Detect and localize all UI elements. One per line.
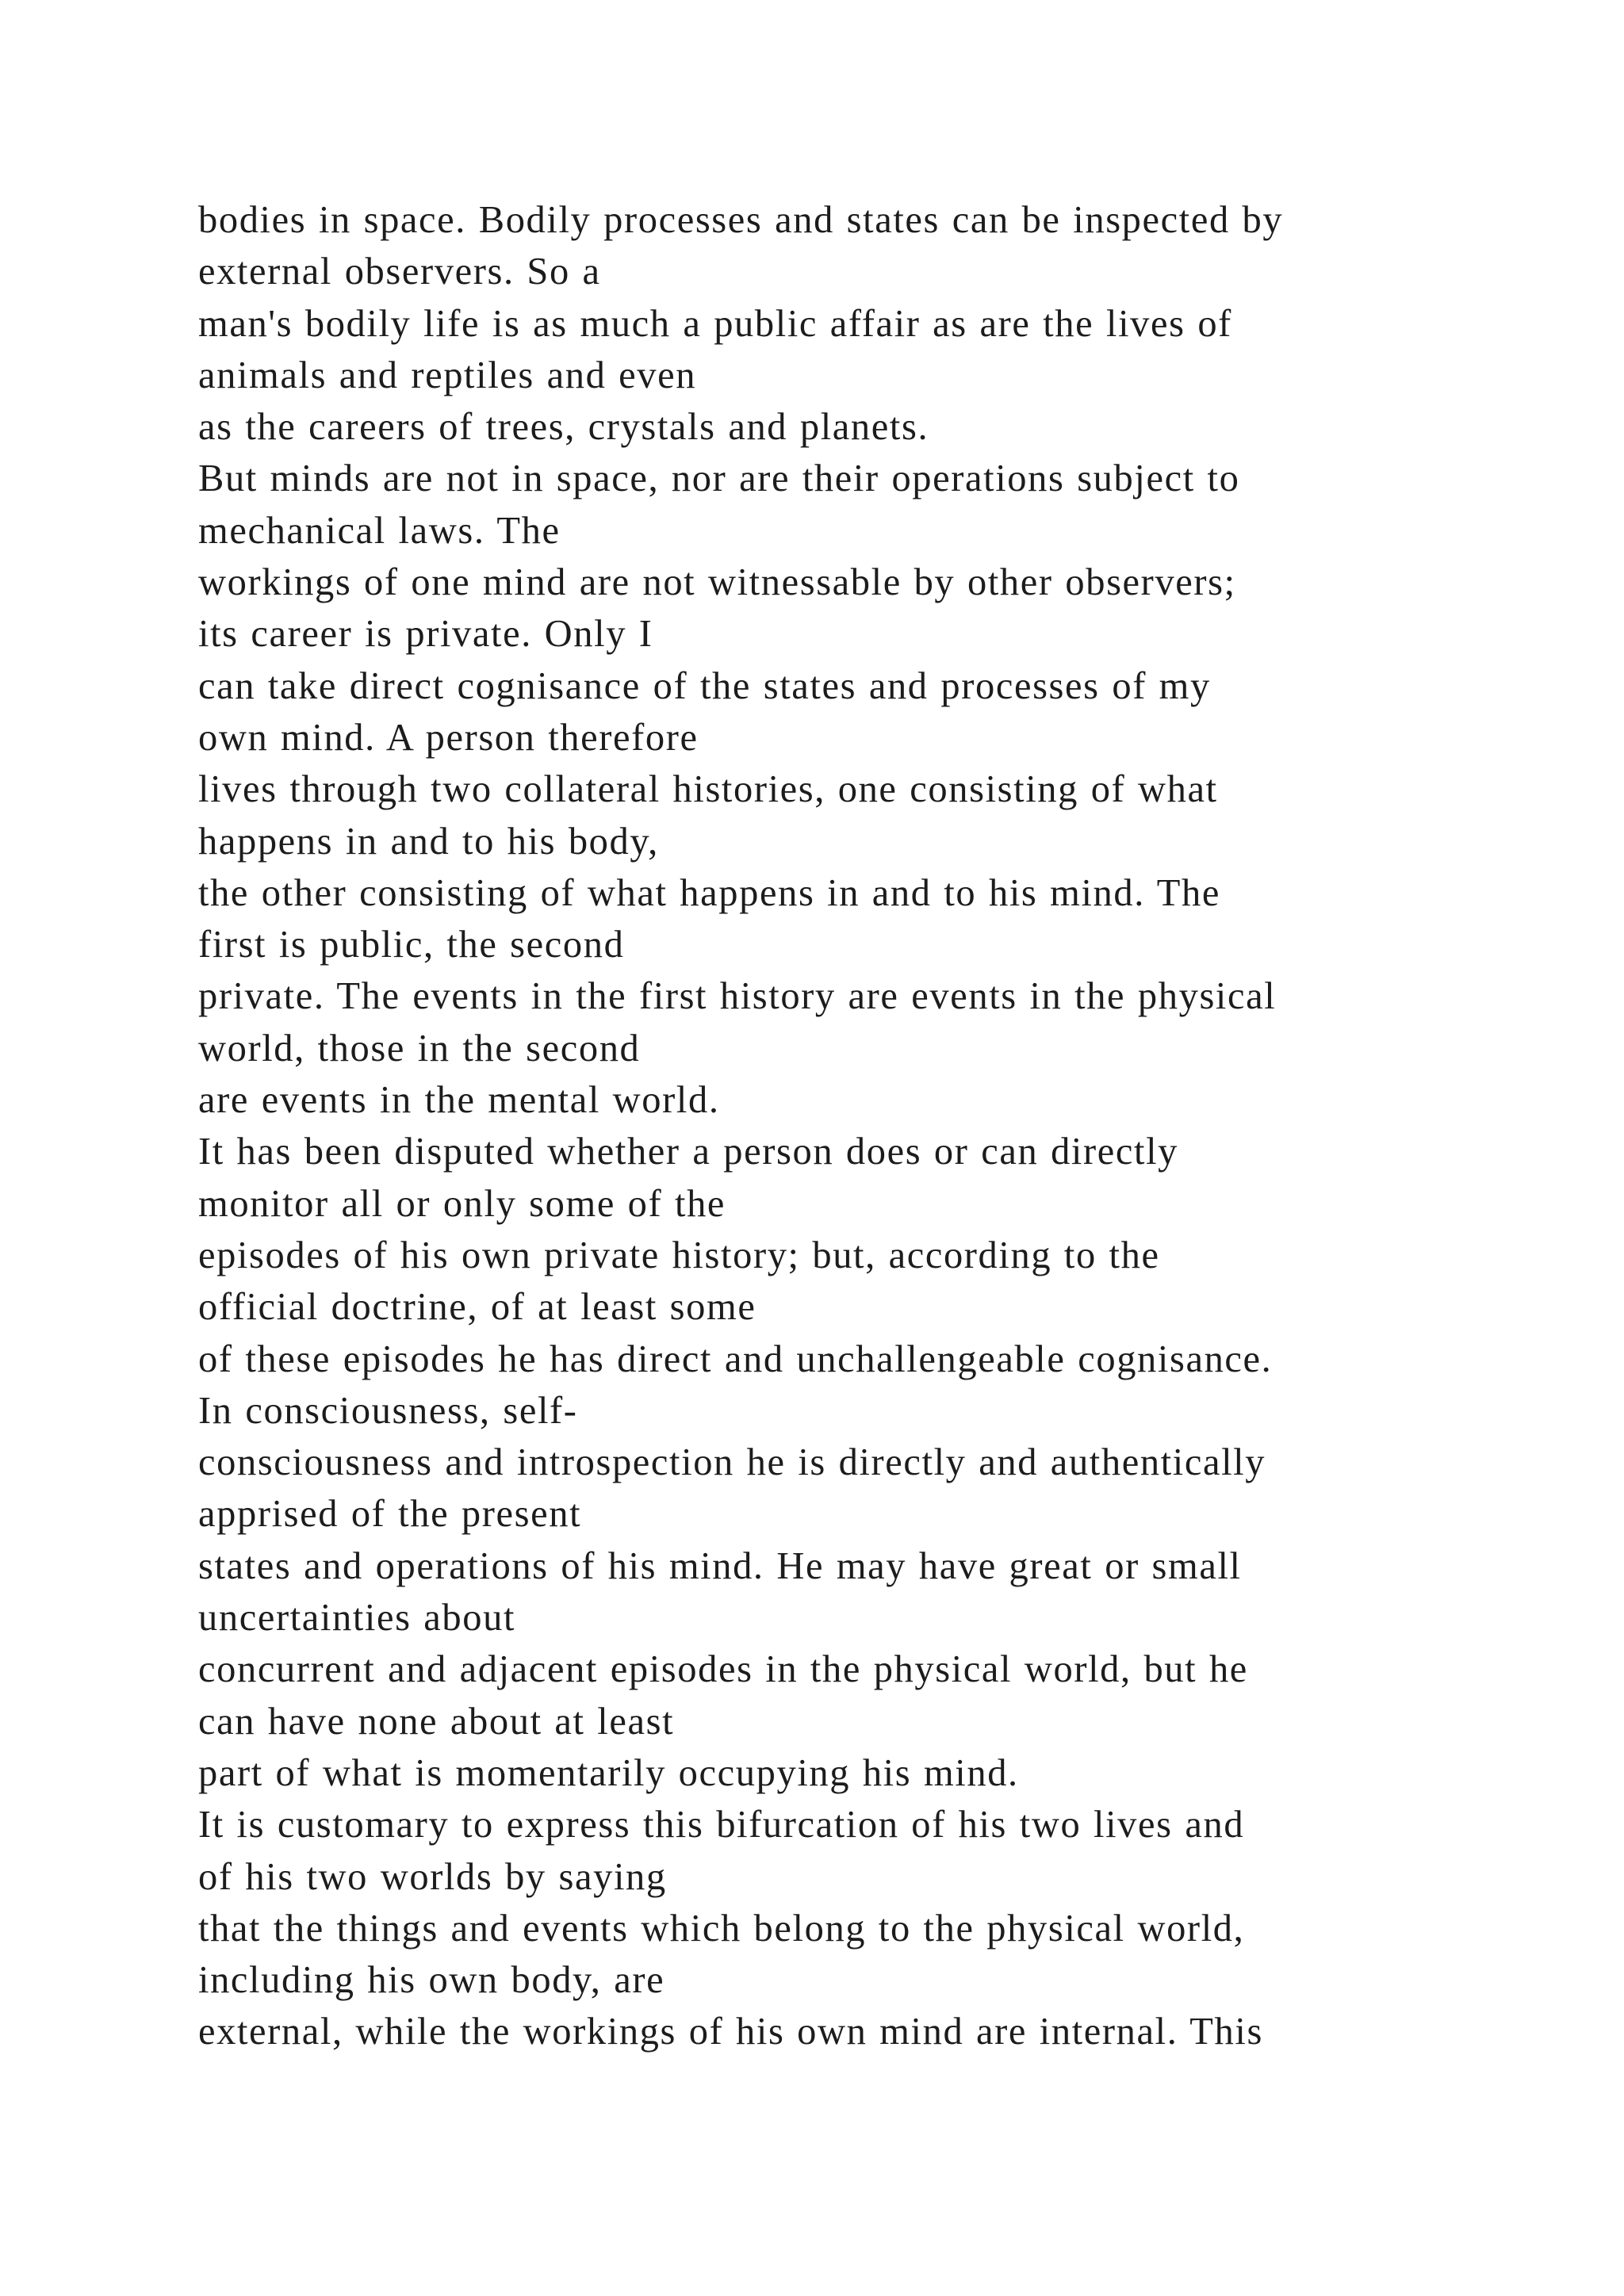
text-line: It is customary to express this bifurcation of his two lives and	[198, 1804, 1245, 1846]
text-line: are events in the mental world.	[198, 1079, 720, 1122]
text-line: can take direct cognisance of the states and processes of my	[198, 664, 1211, 707]
body-text	[198, 194, 1610, 2058]
text-line: part of what is momentarily occupying his mind.	[198, 1751, 1019, 1794]
text-line: as the careers of trees, crystals and planets.	[198, 406, 929, 449]
text-line: external observers. So a	[198, 251, 601, 293]
text-line: animals and reptiles and even	[198, 354, 697, 396]
text-line: It has been disputed whether a person does or can directly	[198, 1131, 1178, 1173]
text-line: that the things and events which belong to the physical world,	[198, 1907, 1245, 1950]
text-line: workings of one mind are not witnessable by other observers;	[198, 561, 1236, 604]
text-line: private. The events in the first history are events in the physical	[198, 975, 1277, 1018]
text-line: first is public, the second	[198, 924, 625, 966]
text-line: can have none about at least	[198, 1700, 675, 1743]
text-line: man's bodily life is as much a public affair as are the lives of	[198, 302, 1232, 345]
text-line: happens in and to his body,	[198, 820, 659, 863]
text-line: In consciousness, self-	[198, 1389, 578, 1432]
text-line: consciousness and introspection he is directly and authentically	[198, 1441, 1266, 1484]
text-line: of these episodes he has direct and unchallengeable cognisance.	[198, 1337, 1273, 1380]
text-line: But minds are not in space, nor are their operations subject to	[198, 457, 1240, 500]
text-line: official doctrine, of at least some	[198, 1286, 756, 1329]
text-line: the other consisting of what happens in and to his mind. The	[198, 871, 1221, 914]
text-line: mechanical laws. The	[198, 509, 561, 552]
text-line: world, those in the second	[198, 1027, 641, 1070]
text-line: including his own body, are	[198, 1959, 665, 2002]
text-line: uncertainties about	[198, 1597, 516, 1640]
text-line: its career is private. Only I	[198, 613, 653, 656]
text-line: monitor all or only some of the	[198, 1182, 726, 1225]
text-line: episodes of his own private history; but, according to the	[198, 1234, 1160, 1276]
text-line: lives through two collateral histories, one consisting of what	[198, 768, 1218, 811]
text-line: states and operations of his mind. He may have great or small	[198, 1544, 1242, 1587]
text-line: own mind. A person therefore	[198, 716, 699, 759]
text-line: of his two worlds by saying	[198, 1855, 667, 1898]
text-line: external, while the workings of his own mind are internal. This	[198, 2011, 1263, 2053]
text-line: concurrent and adjacent episodes in the physical world, but he	[198, 1648, 1248, 1691]
text-line: bodies in space. Bodily processes and states can be inspected by	[198, 199, 1284, 241]
text-line: apprised of the present	[198, 1493, 582, 1536]
